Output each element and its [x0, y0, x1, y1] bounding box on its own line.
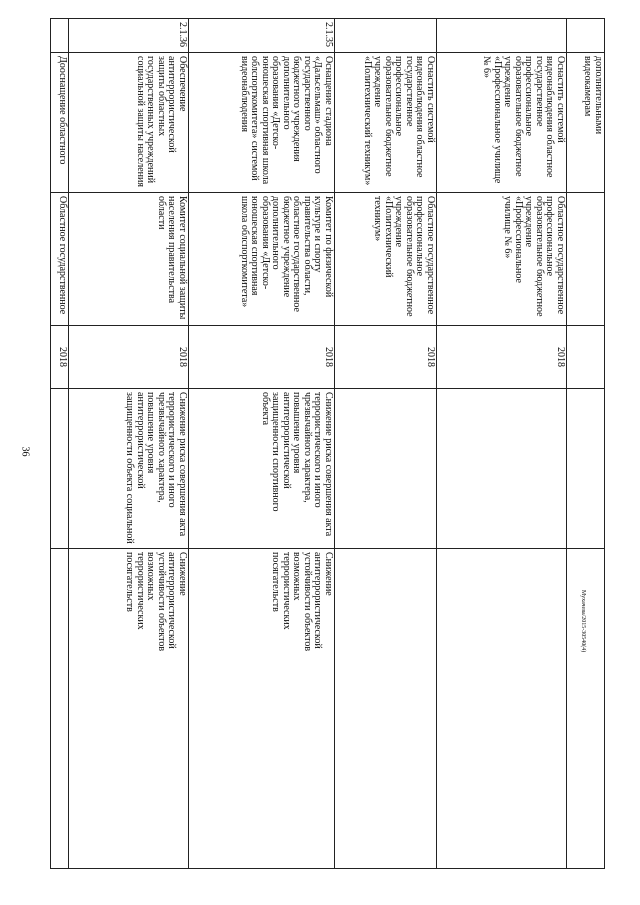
- executor-cell: Областное государственное профессиональное образовательное бюджетное учреждение «Профессиональное училище № 6»: [437, 193, 567, 326]
- effect-cell: [437, 549, 567, 869]
- result-cell: [437, 389, 567, 549]
- table-row: [437, 19, 567, 869]
- year-cell: 2018: [69, 326, 189, 389]
- effect-cell: [335, 549, 437, 869]
- table-row: [335, 19, 437, 869]
- result-cell: Снижение риска совершения акта террористического и иного чрезвычайного характера, повышение уровня антитеррористической защищенности объекта социальной: [69, 389, 189, 549]
- year-cell: 2018: [335, 326, 437, 389]
- row-number: [335, 19, 437, 53]
- measures-table: [50, 18, 605, 869]
- row-number: [567, 19, 605, 53]
- result-cell: Снижение риска совершения акта террористического и иного чрезвычайного характера, повышение уровня антитеррористической защищенности спортивного объекта: [189, 389, 335, 549]
- table-row: [69, 19, 189, 869]
- event-cell: Оснащение стадиона «Дальсельмаш» областного государственного бюджетного учреждения дополнительного образования «Детско- юношеская спортивная школа облспорткомитета» системой видеонаблюдения: [189, 53, 335, 193]
- result-cell: [51, 389, 69, 549]
- row-number: [437, 19, 567, 53]
- year-cell: 2018: [189, 326, 335, 389]
- executor-cell: [567, 193, 605, 326]
- year-cell: [567, 326, 605, 389]
- executor-cell: Комитет социальной защиты населения правительства области: [69, 193, 189, 326]
- effect-cell: Снижение антитеррористической устойчивости объектов возможных террористических посягательств: [189, 549, 335, 869]
- row-number: [51, 19, 69, 53]
- page-number: 36: [19, 446, 31, 457]
- event-cell: Дооснащение областного: [51, 53, 69, 193]
- rotated-table-area: [40, 18, 605, 868]
- table-row: [51, 19, 69, 869]
- event-cell: Оснастить системой видеонаблюдения областное государственное профессиональное образовательное бюджетное учреждение «Политехнический техникум»: [335, 53, 437, 193]
- effect-cell: Снижение антитеррористической устойчивости объектов возможных террористических посягательств: [69, 549, 189, 869]
- result-cell: [567, 389, 605, 549]
- event-cell: дополнительными видеокамерам: [567, 53, 605, 193]
- event-cell: Оснастить системой видеонаблюдения областное государственное профессиональное образовательное бюджетное учреждение «Профессиональное училище № 6»: [437, 53, 567, 193]
- document-stamp: Мухачева/2015-30540(4): [580, 590, 586, 653]
- table-row: [567, 19, 605, 869]
- result-cell: [335, 389, 437, 549]
- row-number: 2.1.36: [69, 19, 189, 53]
- row-number: 2.1.35: [189, 19, 335, 53]
- executor-cell: Комитет по физической культуре и спорту правительства области, областное государственное бюджетное учреждение дополнительного образования «Детско- юношеская спортивная школа облспорткомитета»: [189, 193, 335, 326]
- year-cell: 2018: [437, 326, 567, 389]
- event-cell: Обеспечение антитеррористической защиты областных государственных учреждений социальной защиты населения: [69, 53, 189, 193]
- effect-cell: [51, 549, 69, 869]
- year-cell: 2018: [51, 326, 69, 389]
- executor-cell: Областное государственное: [51, 193, 69, 326]
- table-row: [189, 19, 335, 869]
- executor-cell: Областное государственное профессиональное образовательное бюджетное учреждение «Политехнический техникум»: [335, 193, 437, 326]
